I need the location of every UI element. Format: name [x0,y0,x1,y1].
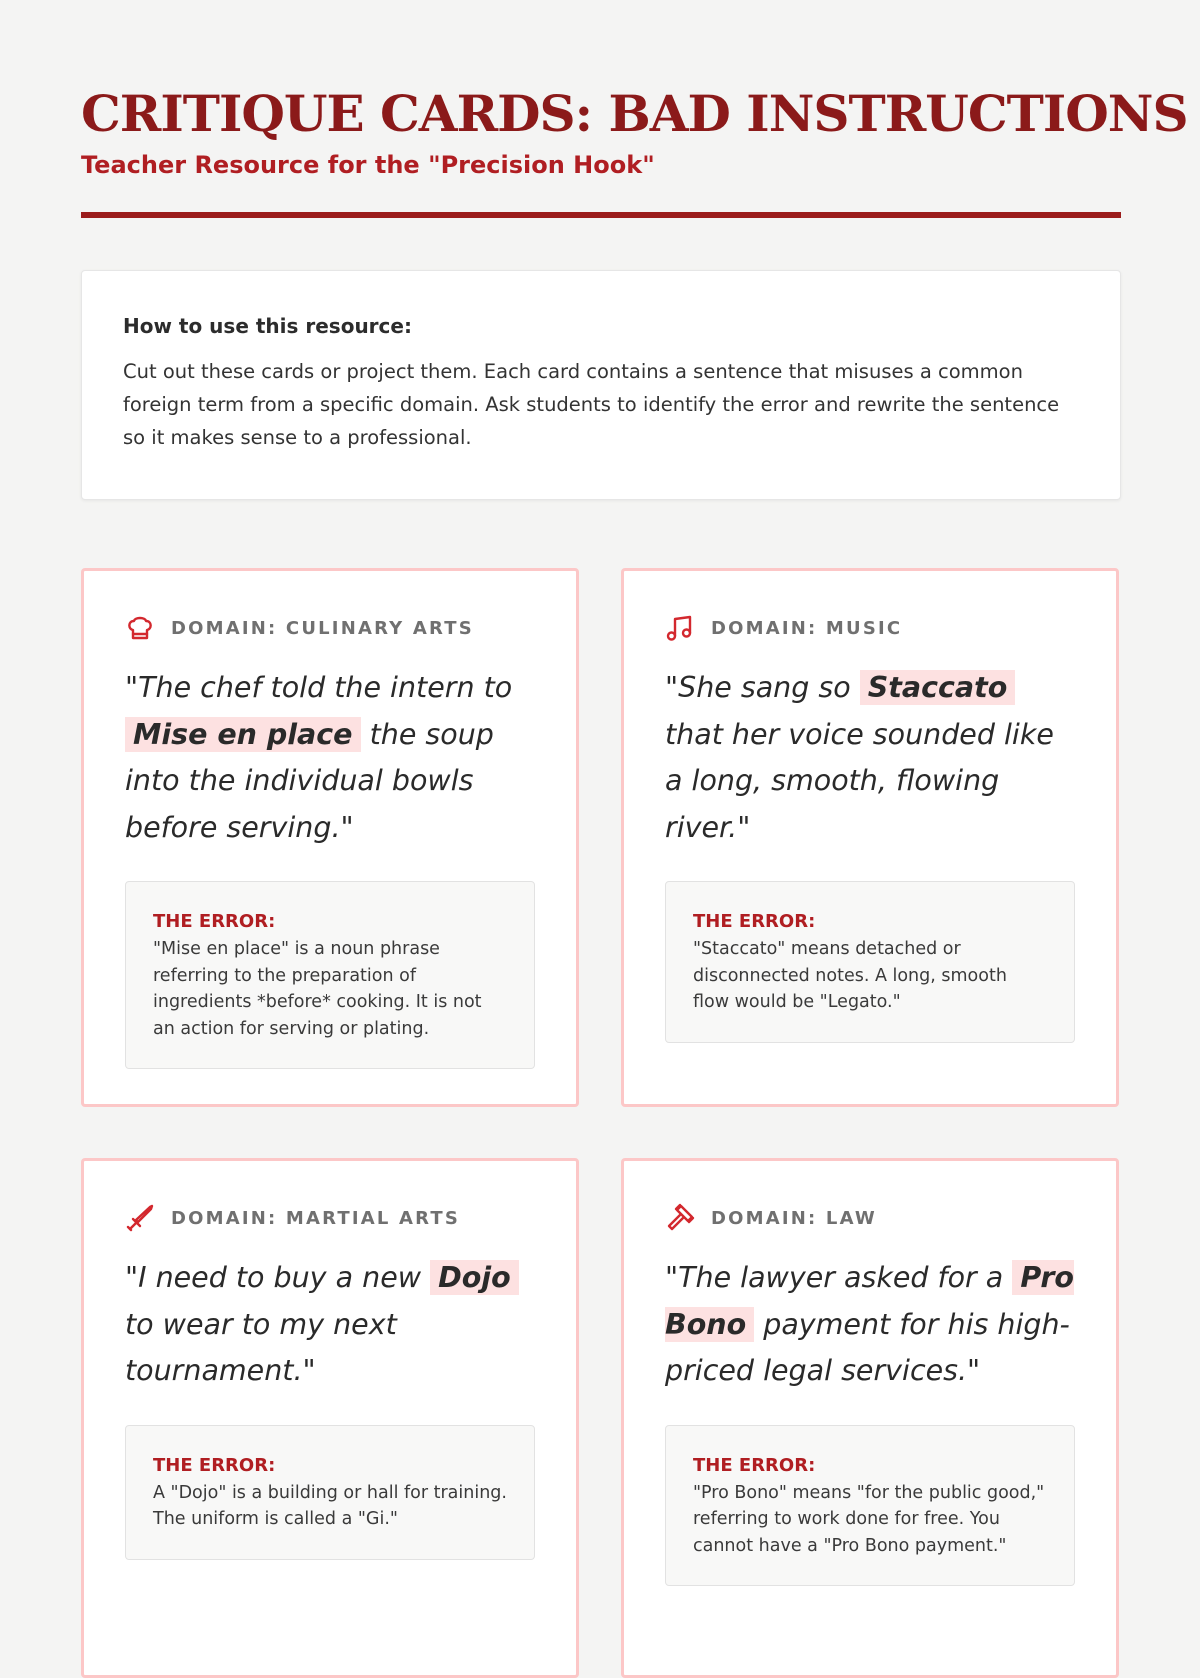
error-text: "Mise en place" is a noun phrase referring to the preparation of ingredients *before* cooking. It is not an action for serving or plating. [153,939,482,1039]
error-heading: THE ERROR: [693,1454,816,1476]
card-quote [125,665,535,851]
highlighted-term: Mise en place [125,717,361,752]
error-text: "Staccato" means detached or disconnected notes. A long, smooth flow would be "Legato." [693,939,1007,1012]
quote-text-before: "I need to buy a new [125,1261,431,1294]
card-quote [125,1255,535,1395]
instructions-body: Cut out these cards or project them. Each card contains a sentence that misuses a common foreign term from a specific domain. Ask students to identify the error and rewrite the sentence so it makes sense to a professional. [123,360,1060,449]
highlighted-term: Staccato [860,670,1016,705]
error-text: A "Dojo" is a building or hall for training. The uniform is called a "Gi." [153,1482,507,1529]
critique-card-culinary [81,568,579,1107]
chef-hat-icon [125,613,157,643]
page-title: CRITIQUE CARDS: BAD INSTRUCTIONS [81,84,1188,143]
error-box [665,881,1075,1043]
card-domain-row [665,1203,1075,1233]
card-domain-row [125,1203,535,1233]
error-text: "Pro Bono" means "for the public good," referring to work done for free. You cannot have a "Pro Bono payment." [693,1482,1045,1556]
instructions-box [81,270,1121,500]
error-heading: THE ERROR: [693,911,816,932]
sword-icon [125,1203,157,1233]
card-domain-label: DOMAIN: MARTIAL ARTS [171,1207,461,1229]
card-domain-row [665,613,1075,643]
error-heading: THE ERROR: [153,1454,276,1476]
page-subtitle: Teacher Resource for the "Precision Hook" [81,151,655,179]
quote-text-before: "The lawyer asked for a [665,1261,1013,1294]
card-domain-label: DOMAIN: LAW [711,1207,877,1229]
quote-text-after: to wear to my next tournament." [125,1307,397,1387]
error-heading: THE ERROR: [153,911,276,932]
gavel-icon [665,1203,697,1233]
quote-text-before: "The chef told the intern to [125,671,513,704]
quote-text-after: payment for his high-priced legal services." [665,1307,1070,1387]
title-divider [81,212,1121,218]
quote-text-after: that her voice sounded like a long, smooth, flowing river." [665,717,1054,844]
error-box [665,1425,1075,1587]
card-quote [665,1255,1075,1395]
card-domain-label: DOMAIN: CULINARY ARTS [171,617,474,639]
critique-cards-grid [81,568,1121,1668]
quote-text-before: "She sang so [665,671,860,704]
card-domain-label: DOMAIN: MUSIC [711,617,903,639]
page [81,0,1188,1668]
instructions-heading: How to use this resource: [123,314,412,338]
music-notes-icon [665,613,697,643]
card-quote [665,665,1075,851]
quote-text-after: the soup into the individual bowls before serving." [125,717,494,844]
error-box [125,1425,535,1560]
highlighted-term: Dojo [430,1260,519,1295]
critique-card-music [621,568,1119,1107]
critique-card-martial-arts [81,1158,579,1678]
error-box [125,881,535,1069]
card-domain-row [125,613,535,643]
highlighted-term: Pro Bono [665,1261,1074,1341]
critique-card-law [621,1158,1119,1678]
